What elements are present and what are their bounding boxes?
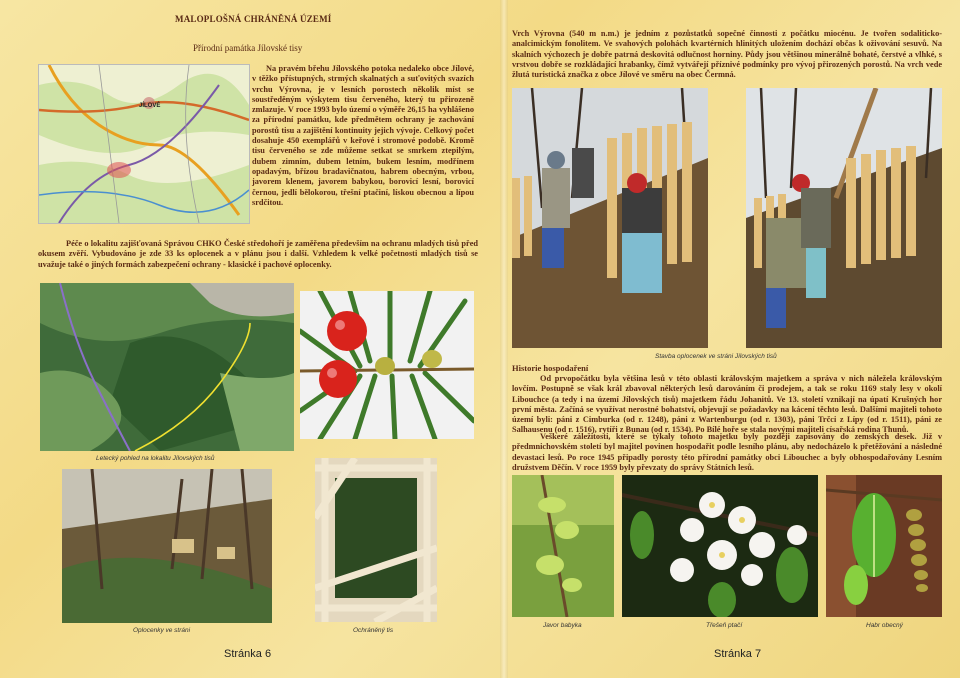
intro-paragraph: Na pravém břehu Jílovského potoka nedaleko obce Jílové, v těžko přístupných, strmých skalnatých a suťovitých svazích vrchu Výrovna, je v lesních porostech několik míst se soustředěným výskytem tisu červeného, který tu přirozeně zmlazuje. V roce 1993 bylo území o výměře 26,15 ha vyhlášeno za přírodní památku, kde předmětem ochrany je zachování porostů tisu a zajištění kontinuity jejich vývoje. Celkový počet dosahuje 450 exemplářů v keřové i stromové podobě. Kromě tisu červeného se zde můžeme setkat se smrkem ztepilým, dubem zimním, dubem letním, bukem lesním, modřínem opadavým, břízou bradavičnatou, habrem obecným, vrbou, javorem klenem, javorem babykou, borovicí lesní, borovicí černou, jedlí bělokorou, třešní ptačiní, lískou obecnou a lípou srdčitou.: [252, 64, 474, 207]
caption-cherry: Třešeň ptačí: [706, 622, 743, 629]
maple-photo: [512, 475, 614, 617]
page-gutter: [500, 0, 508, 678]
cherry-blossom-photo: [622, 475, 818, 617]
hornbeam-photo: [826, 475, 942, 617]
fence-building-photo-1: [512, 88, 708, 348]
caption-fenced-yew: Ochráněný tis: [353, 627, 394, 634]
history-paragraph-1: Od prvopočátku byla většina lesů v této oblasti královským majetkem a správa v nich náležela královským lovčím. Postupně se však král zbavoval některých lesů darováním či prodejem, a tak se roku 1169 staly lesy v okolí Libouchce (a tedy i na území Jílovských tisů) majetkem řádu Johanitů. Ve 13. století vznikají na úpatí Krušných hor první města. Začíná se využívat nerostné bohatství, objevují se požadavky na kácení těchto lesů. Dalšími majiteli tohoto území byli: páni z Cimburka (od r. 1248), páni z Wartenburgu (od r. 1303), páni Trčci z Lípy (od r. 1511), páni ze Salhausenu (od r. 1516), rytíři z Bunau (od r. 1534). Po Bílé hoře se stala novými majiteli císařská rodina Thunů.: [512, 374, 942, 435]
history-paragraph-2: Veškeré záležitosti, které se týkaly tohoto majetku byly později zapisovány do zemských desek. Již v předmnichovském století byl majitel povinen hospodařit podle lesního plánu, aby nedocházelo k přetěžování a následné devastaci lesů. Po roce 1945 připadly porosty této přírodní památky obci Libouchec a byly obhospodařovány Lesním družstvem Děčín. V roce 1959 byly převzaty do správy Státních lesů.: [512, 432, 942, 472]
fenced-yew-photo: [315, 458, 437, 622]
caption-hornbeam: Habr obecný: [866, 622, 903, 629]
page-number-left: Stránka 6: [224, 648, 272, 660]
page-number-right: Stránka 7: [714, 648, 762, 660]
map-graphic: [39, 65, 249, 223]
caption-aerial: Letecký pohled na lokalitu Jílovských tisů: [96, 455, 215, 462]
caption-fence-building: Stavba oplocenek ve stráni Jílovských tisů: [655, 353, 777, 360]
caption-maple: Javor babyka: [543, 622, 582, 629]
yew-berries-photo: [300, 291, 474, 439]
care-paragraph: Péče o lokalitu zajišťovaná Správou CHKO České středohoří je zaměřena především na ochranu mladých tisů před okusem zvěří. Vybudováno je zde 33 ks oplocenek a v plánu jsou i další. Vzhledem k velké početnosti mladých tisů se uvažuje také o jiných formách zabezpečení ochrany - klasické i pachové oplocenky.: [38, 239, 478, 269]
geology-paragraph: Vrch Výrovna (540 m n.m.) je jedním z pozůstatků sopečné činnosti z počátku miocénu. Je tvořen sodaliticko-analcimickým fonolitem. Ve svahových polohách kvartérních hlinitých uložením dochází občas k oživování sesuvů. Na skalních výchozech je dobře patrná deskovitá odlučnost horniny. Půdy jsou většinou minerálně bohaté, čerstvé a vlhké, s vrstvou dobře se rozkládající hrabanky, čímž vytvářejí příznivé podmínky pro vývoj přirozených porostů. Na vrch vede žlutá turistická značka z obce Jílové ve směru na obec Čermná.: [512, 29, 942, 80]
section-title: MALOPLOŠNÁ CHRÁNĚNÁ ÚZEMÍ: [175, 14, 332, 24]
aerial-photo: [40, 283, 294, 451]
caption-fences: Oplocenky ve stráni: [133, 627, 191, 634]
map-town-label: JÍLOVÉ: [139, 103, 161, 109]
location-map: [38, 64, 250, 224]
fences-slope-photo: [62, 469, 272, 623]
history-heading: Historie hospodaření: [512, 363, 589, 373]
page-title: Přírodní památka Jílovské tisy: [193, 43, 303, 53]
fence-building-photo-2: [746, 88, 942, 348]
